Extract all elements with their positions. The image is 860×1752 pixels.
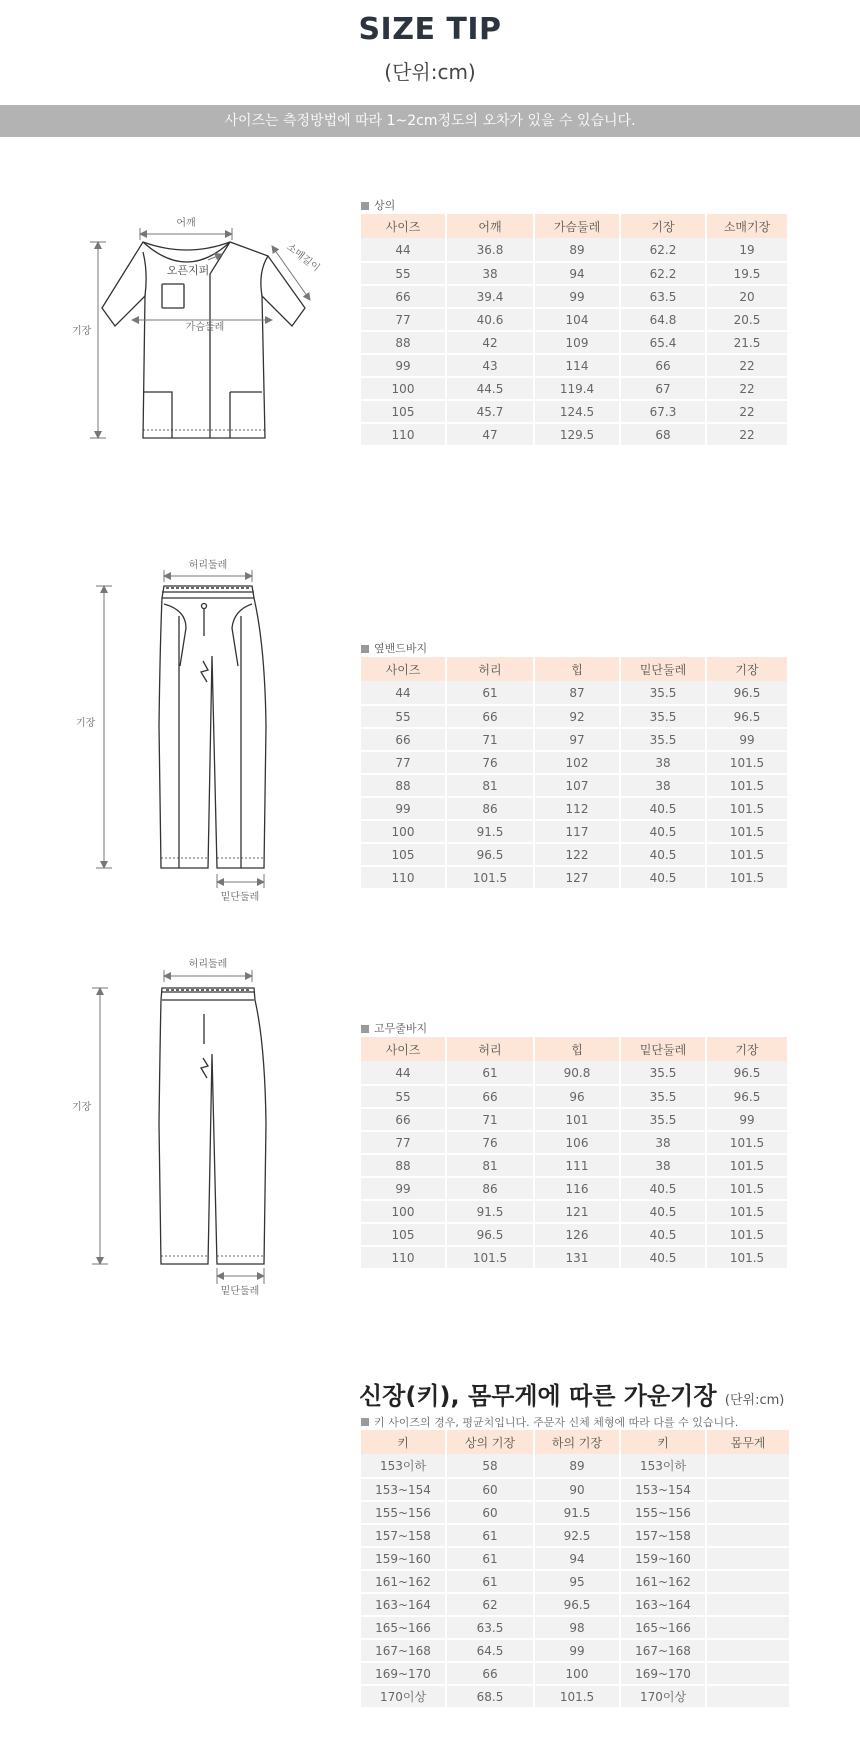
- column-header: 밑단둘레: [621, 657, 705, 681]
- table-cell: 110: [361, 865, 445, 888]
- table-cell: 157~158: [621, 1523, 705, 1546]
- table-row: [361, 1569, 789, 1592]
- table-cell: 94: [535, 261, 619, 284]
- table-cell: 90: [535, 1477, 619, 1500]
- table-cell: 66: [447, 1661, 533, 1684]
- table-cell: 20.5: [707, 307, 787, 330]
- table-cell: 157~158: [361, 1523, 445, 1546]
- table-cell: 110: [361, 422, 445, 445]
- table-cell: 101.5: [707, 796, 787, 819]
- table-label: 고무줄바지: [361, 1021, 789, 1037]
- table-cell: 19.5: [707, 261, 787, 284]
- table-label: 옆밴드바지: [361, 641, 789, 657]
- chest-label: 가슴둘레: [185, 322, 225, 333]
- table-cell: 91.5: [447, 1199, 533, 1222]
- top-size-table: [361, 198, 789, 445]
- table-cell: 101.5: [707, 819, 787, 842]
- column-header: 사이즈: [361, 1037, 445, 1061]
- table-cell: 35.5: [621, 727, 705, 750]
- table-cell: 68: [621, 422, 705, 445]
- table-cell: 122: [535, 842, 619, 865]
- table-row: [361, 1199, 787, 1222]
- waist-label: 허리둘레: [188, 959, 228, 970]
- table-cell: 89: [535, 1454, 619, 1477]
- table-cell: 96.5: [707, 681, 787, 704]
- table-cell: 109: [535, 330, 619, 353]
- table-cell: 40.5: [621, 842, 705, 865]
- table-cell: 102: [535, 750, 619, 773]
- table-cell: 101.5: [707, 1199, 787, 1222]
- table-cell: 61: [447, 1546, 533, 1569]
- table-cell: 101.5: [707, 842, 787, 865]
- table-cell: 22: [707, 422, 787, 445]
- column-header: 기장: [707, 657, 787, 681]
- table-row: [361, 1061, 787, 1084]
- table-cell: [707, 1569, 789, 1592]
- table-cell: 111: [535, 1153, 619, 1176]
- gown-length-table: [361, 1430, 791, 1707]
- table-cell: 44: [361, 1061, 445, 1084]
- table-cell: 90.8: [535, 1061, 619, 1084]
- table-cell: [707, 1546, 789, 1569]
- table-cell: 35.5: [621, 1061, 705, 1084]
- table-cell: 61: [447, 1061, 533, 1084]
- table-cell: 161~162: [361, 1569, 445, 1592]
- table-cell: 100: [361, 376, 445, 399]
- table-row: [361, 1130, 787, 1153]
- table-cell: 40.5: [621, 1245, 705, 1268]
- table-cell: 114: [535, 353, 619, 376]
- table-cell: 77: [361, 307, 445, 330]
- table-cell: 65.4: [621, 330, 705, 353]
- table-cell: 96.5: [535, 1592, 619, 1615]
- table-cell: 124.5: [535, 399, 619, 422]
- table-cell: 98: [535, 1615, 619, 1638]
- table-cell: 96.5: [707, 1061, 787, 1084]
- table-cell: 22: [707, 399, 787, 422]
- table-cell: 91.5: [535, 1500, 619, 1523]
- pants-diagram-icon: [62, 954, 282, 1306]
- table-cell: 100: [535, 1661, 619, 1684]
- table-cell: 40.5: [621, 1176, 705, 1199]
- table-cell: 105: [361, 399, 445, 422]
- table-cell: 131: [535, 1245, 619, 1268]
- column-header: 힙: [535, 657, 619, 681]
- column-header: 밑단둘레: [621, 1037, 705, 1061]
- notice-banner: 사이즈는 측정방법에 따라 1~2cm정도의 오차가 있을 수 있습니다.: [0, 105, 860, 137]
- table-row: [361, 1084, 787, 1107]
- table-cell: 19: [707, 238, 787, 261]
- column-header: 몸무게: [707, 1430, 789, 1454]
- table-row: [361, 704, 787, 727]
- table-cell: 63.5: [447, 1615, 533, 1638]
- table-cell: [707, 1454, 789, 1477]
- table-cell: 153~154: [621, 1477, 705, 1500]
- table-row: [361, 1661, 789, 1684]
- table-cell: [707, 1500, 789, 1523]
- table-cell: 55: [361, 704, 445, 727]
- table-cell: 76: [447, 750, 533, 773]
- table-row: [361, 1454, 789, 1477]
- gown-note: 키 사이즈의 경우, 평균치입니다. 주문자 신체 체형에 따라 다를 수 있습니다.: [361, 1414, 738, 1430]
- table-row: [361, 1592, 789, 1615]
- table-row: [361, 422, 787, 445]
- length-label: 기장: [72, 326, 92, 337]
- table-cell: 153이하: [361, 1454, 445, 1477]
- table-cell: 44.5: [447, 376, 533, 399]
- table-row: [361, 727, 787, 750]
- table-row: [361, 1523, 789, 1546]
- table-row: [361, 238, 787, 261]
- table-cell: 58: [447, 1454, 533, 1477]
- table-cell: 40.5: [621, 819, 705, 842]
- table-cell: 101.5: [447, 865, 533, 888]
- table-cell: 60: [447, 1500, 533, 1523]
- table-cell: 38: [621, 1153, 705, 1176]
- table-cell: 47: [447, 422, 533, 445]
- column-header: 키: [621, 1430, 705, 1454]
- table-cell: 71: [447, 727, 533, 750]
- table-cell: 20: [707, 284, 787, 307]
- table-cell: 112: [535, 796, 619, 819]
- table-cell: 101.5: [707, 1222, 787, 1245]
- table-cell: 40.5: [621, 1222, 705, 1245]
- shirt-diagram-icon: [60, 212, 330, 452]
- table-cell: 40.5: [621, 796, 705, 819]
- table-cell: 104: [535, 307, 619, 330]
- table-cell: 170이상: [361, 1684, 445, 1707]
- gown-title: 신장(키), 몸무게에 따른 가운기장 (단위:cm): [359, 1382, 785, 1410]
- table-cell: 99: [361, 796, 445, 819]
- table-cell: 92: [535, 704, 619, 727]
- column-header: 허리: [447, 1037, 533, 1061]
- table-cell: 101.5: [707, 750, 787, 773]
- table-cell: 68.5: [447, 1684, 533, 1707]
- table-cell: 60: [447, 1477, 533, 1500]
- table-cell: 99: [535, 1638, 619, 1661]
- table-cell: 91.5: [447, 819, 533, 842]
- column-header: 키: [361, 1430, 445, 1454]
- column-header: 어깨: [447, 214, 533, 238]
- size-table: [359, 1430, 791, 1707]
- table-cell: 42: [447, 330, 533, 353]
- table-cell: 66: [361, 1107, 445, 1130]
- table-row: [361, 750, 787, 773]
- table-cell: 95: [535, 1569, 619, 1592]
- table-cell: [707, 1477, 789, 1500]
- table-cell: 101.5: [707, 1176, 787, 1199]
- table-cell: 105: [361, 1222, 445, 1245]
- waist-label: 허리둘레: [188, 560, 228, 571]
- table-cell: 61: [447, 1523, 533, 1546]
- zipper-label: 오픈지퍼: [166, 264, 210, 277]
- table-row: [361, 1176, 787, 1199]
- size-table: [359, 214, 789, 445]
- table-cell: 62.2: [621, 261, 705, 284]
- table-cell: 101.5: [447, 1245, 533, 1268]
- table-cell: 64.8: [621, 307, 705, 330]
- hem-label: 밑단둘레: [220, 1286, 260, 1297]
- table-cell: [707, 1592, 789, 1615]
- elastic-pants-size-table: [361, 1021, 789, 1268]
- table-cell: 163~164: [361, 1592, 445, 1615]
- table-cell: 62: [447, 1592, 533, 1615]
- table-cell: 66: [621, 353, 705, 376]
- size-table: [359, 657, 789, 888]
- table-cell: 169~170: [361, 1661, 445, 1684]
- table-cell: 35.5: [621, 1084, 705, 1107]
- length-label: 기장: [72, 1102, 92, 1113]
- table-row: [361, 1615, 789, 1638]
- table-cell: [707, 1684, 789, 1707]
- table-row: [361, 1684, 789, 1707]
- table-cell: 101.5: [535, 1684, 619, 1707]
- table-cell: [707, 1661, 789, 1684]
- sleeve-label: 소매길이: [284, 241, 322, 275]
- table-cell: 55: [361, 1084, 445, 1107]
- table-cell: 44: [361, 238, 445, 261]
- table-cell: 81: [447, 773, 533, 796]
- table-cell: 61: [447, 1569, 533, 1592]
- table-cell: 64.5: [447, 1638, 533, 1661]
- table-row: [361, 284, 787, 307]
- table-cell: 35.5: [621, 704, 705, 727]
- table-cell: 96: [535, 1084, 619, 1107]
- table-cell: 101.5: [707, 773, 787, 796]
- hem-label: 밑단둘레: [220, 892, 260, 903]
- table-cell: 165~166: [361, 1615, 445, 1638]
- table-cell: 45.7: [447, 399, 533, 422]
- table-row: [361, 1500, 789, 1523]
- table-header-row: [361, 1037, 787, 1061]
- table-cell: 126: [535, 1222, 619, 1245]
- table-cell: 35.5: [621, 681, 705, 704]
- table-cell: 89: [535, 238, 619, 261]
- table-cell: 127: [535, 865, 619, 888]
- table-cell: 38: [621, 1130, 705, 1153]
- table-row: [361, 773, 787, 796]
- table-cell: 100: [361, 819, 445, 842]
- table-cell: 63.5: [621, 284, 705, 307]
- table-row: [361, 819, 787, 842]
- shoulder-label: 어깨: [176, 218, 196, 229]
- table-header-row: [361, 657, 787, 681]
- table-cell: 67: [621, 376, 705, 399]
- table-cell: 92.5: [535, 1523, 619, 1546]
- table-row: [361, 399, 787, 422]
- column-header: 힙: [535, 1037, 619, 1061]
- table-cell: 22: [707, 353, 787, 376]
- table-cell: 21.5: [707, 330, 787, 353]
- length-label: 기장: [76, 718, 96, 729]
- table-cell: 66: [361, 727, 445, 750]
- table-row: [361, 376, 787, 399]
- table-cell: 88: [361, 1153, 445, 1176]
- column-header: 하의 기장: [535, 1430, 619, 1454]
- table-cell: 76: [447, 1130, 533, 1153]
- table-cell: 77: [361, 750, 445, 773]
- table-cell: 38: [621, 750, 705, 773]
- table-cell: 170이상: [621, 1684, 705, 1707]
- table-cell: 81: [447, 1153, 533, 1176]
- table-row: [361, 1153, 787, 1176]
- table-row: [361, 865, 787, 888]
- table-row: [361, 1222, 787, 1245]
- table-row: [361, 681, 787, 704]
- column-header: 가슴둘레: [535, 214, 619, 238]
- table-cell: 96.5: [707, 704, 787, 727]
- table-cell: 117: [535, 819, 619, 842]
- page-title: SIZE TIP: [358, 12, 502, 47]
- table-cell: 121: [535, 1199, 619, 1222]
- table-cell: 35.5: [621, 1107, 705, 1130]
- table-row: [361, 842, 787, 865]
- column-header: 사이즈: [361, 657, 445, 681]
- table-cell: 66: [447, 1084, 533, 1107]
- table-cell: 110: [361, 1245, 445, 1268]
- table-cell: 66: [447, 704, 533, 727]
- column-header: 사이즈: [361, 214, 445, 238]
- table-cell: 101: [535, 1107, 619, 1130]
- table-cell: 169~170: [621, 1661, 705, 1684]
- column-header: 소매기장: [707, 214, 787, 238]
- table-row: [361, 1546, 789, 1569]
- table-row: [361, 261, 787, 284]
- side-band-pants-size-table: [361, 641, 789, 888]
- table-cell: 71: [447, 1107, 533, 1130]
- table-cell: 99: [707, 727, 787, 750]
- table-cell: 153~154: [361, 1477, 445, 1500]
- table-cell: [707, 1638, 789, 1661]
- table-row: [361, 330, 787, 353]
- pants-diagram-icon: [62, 556, 282, 908]
- table-cell: 101.5: [707, 1153, 787, 1176]
- table-cell: 38: [447, 261, 533, 284]
- table-cell: 77: [361, 1130, 445, 1153]
- table-label: 상의: [361, 198, 789, 214]
- table-cell: 99: [361, 353, 445, 376]
- table-cell: 105: [361, 842, 445, 865]
- table-cell: 101.5: [707, 1245, 787, 1268]
- table-cell: 40.5: [621, 865, 705, 888]
- table-cell: 36.8: [447, 238, 533, 261]
- table-cell: 99: [707, 1107, 787, 1130]
- table-cell: 159~160: [361, 1546, 445, 1569]
- column-header: 기장: [707, 1037, 787, 1061]
- table-cell: 22: [707, 376, 787, 399]
- table-cell: 101.5: [707, 1130, 787, 1153]
- table-cell: 87: [535, 681, 619, 704]
- table-cell: 155~156: [621, 1500, 705, 1523]
- table-row: [361, 1477, 789, 1500]
- table-cell: 129.5: [535, 422, 619, 445]
- column-header: 상의 기장: [447, 1430, 533, 1454]
- table-cell: 119.4: [535, 376, 619, 399]
- column-header: 허리: [447, 657, 533, 681]
- table-cell: 97: [535, 727, 619, 750]
- table-cell: 96.5: [447, 1222, 533, 1245]
- table-cell: 44: [361, 681, 445, 704]
- table-cell: 43: [447, 353, 533, 376]
- table-cell: 86: [447, 1176, 533, 1199]
- table-row: [361, 353, 787, 376]
- table-cell: 96.5: [447, 842, 533, 865]
- table-cell: 159~160: [621, 1546, 705, 1569]
- table-cell: 96.5: [707, 1084, 787, 1107]
- table-cell: 61: [447, 681, 533, 704]
- table-cell: 86: [447, 796, 533, 819]
- table-cell: 165~166: [621, 1615, 705, 1638]
- table-cell: 155~156: [361, 1500, 445, 1523]
- table-cell: 94: [535, 1546, 619, 1569]
- table-cell: 67.3: [621, 399, 705, 422]
- table-cell: 153이하: [621, 1454, 705, 1477]
- table-row: [361, 1245, 787, 1268]
- column-header: 기장: [621, 214, 705, 238]
- table-cell: [707, 1523, 789, 1546]
- table-cell: 106: [535, 1130, 619, 1153]
- table-cell: 38: [621, 773, 705, 796]
- table-cell: 161~162: [621, 1569, 705, 1592]
- table-cell: 100: [361, 1199, 445, 1222]
- table-cell: 88: [361, 773, 445, 796]
- table-cell: 62.2: [621, 238, 705, 261]
- table-cell: 163~164: [621, 1592, 705, 1615]
- table-cell: 40.5: [621, 1199, 705, 1222]
- table-row: [361, 1107, 787, 1130]
- table-cell: [707, 1615, 789, 1638]
- table-row: [361, 307, 787, 330]
- table-header-row: [361, 214, 787, 238]
- table-cell: 99: [361, 1176, 445, 1199]
- table-cell: 107: [535, 773, 619, 796]
- table-cell: 55: [361, 261, 445, 284]
- table-cell: 39.4: [447, 284, 533, 307]
- table-cell: 88: [361, 330, 445, 353]
- table-header-row: [361, 1430, 789, 1454]
- table-cell: 167~168: [621, 1638, 705, 1661]
- table-row: [361, 796, 787, 819]
- table-cell: 66: [361, 284, 445, 307]
- unit-label: (단위:cm): [384, 60, 476, 84]
- table-cell: 40.6: [447, 307, 533, 330]
- table-cell: 99: [535, 284, 619, 307]
- table-cell: 167~168: [361, 1638, 445, 1661]
- table-cell: 116: [535, 1176, 619, 1199]
- table-cell: 101.5: [707, 865, 787, 888]
- table-row: [361, 1638, 789, 1661]
- size-table: [359, 1037, 789, 1268]
